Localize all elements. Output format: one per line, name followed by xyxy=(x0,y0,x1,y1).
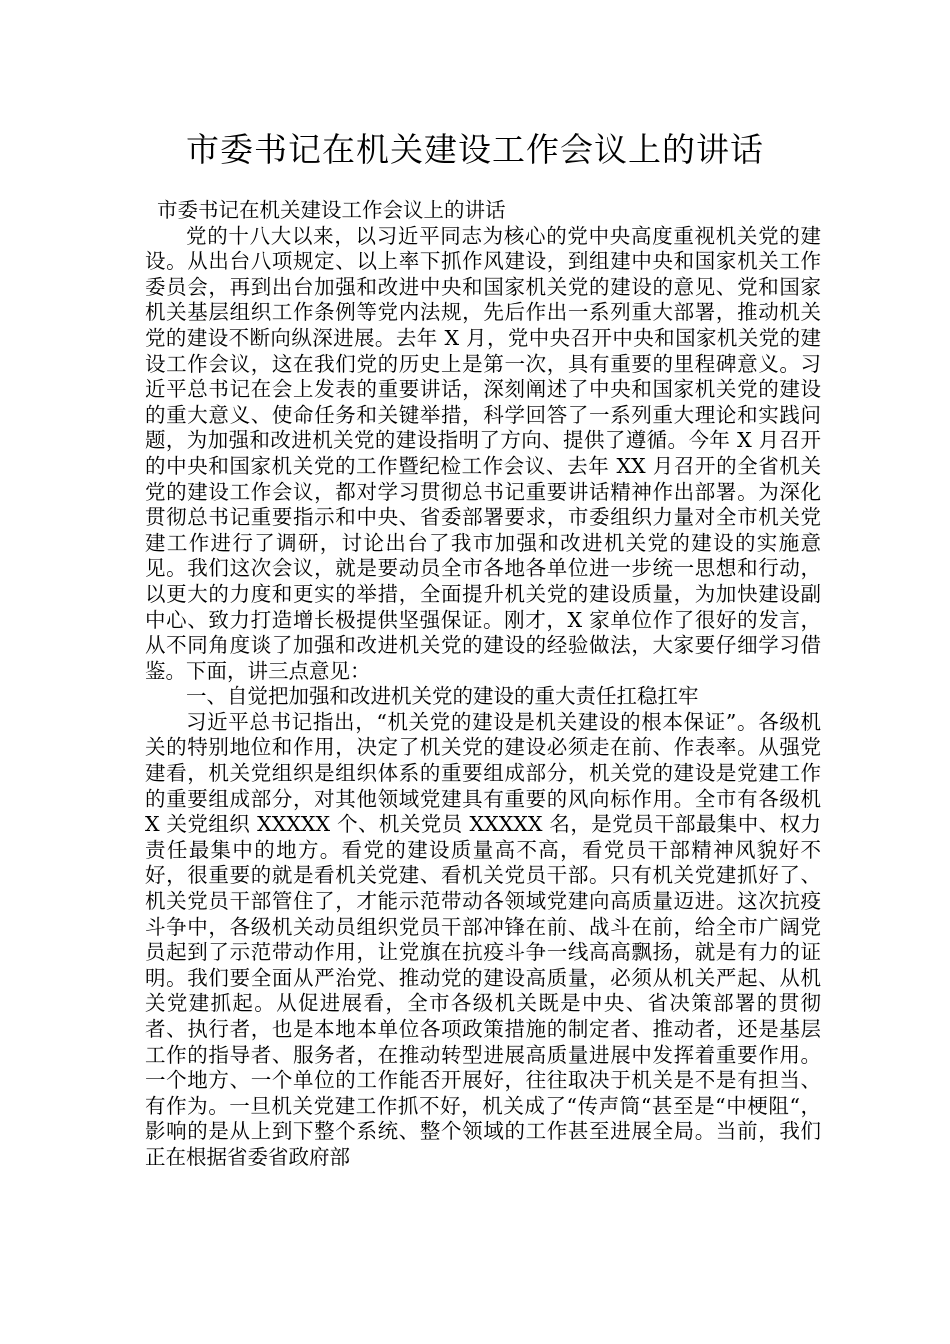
document-title: 市委书记在机关建设工作会议上的讲话 xyxy=(186,130,764,169)
document-body xyxy=(145,198,821,1171)
document-subtitle: 市委书记在机关建设工作会议上的讲话 xyxy=(157,198,506,222)
body-paragraph-intro: 党的十八大以来，以习近平同志为核心的党中央高度重视机关党的建设。从出台八项规定、以上率下抓作风建设，到组建中央和国家机关工作委员会，再到出台加强和改进中央和国家机关党的建设的意见、党和国家机关基层组织工作条例等党内法规，先后作出一系列重大部署，推动机关党的建设不断向纵深进展。去年 X 月，党中央召开中央和国家机关党的建设工作会议，这在我们党的历史上是第一次，具有重要的里程碑意义。习近平总书记在会上发表的重要讲话，深刻阐述了中央和国家机关党的建设的重大意义、使命任务和关键举措，科学回答了一系列重大理论和实践问题，为加强和改进机关党的建设指明了方向、提供了遵循。今年 X 月召开的中央和国家机关党的工作暨纪检工作会议、去年 XX 月召开的全省机关党的建设工作会议，都对学习贯彻总书记重要讲话精神作出部署。为深化贯彻总书记重要指示和中央、省委部署要求，市委组织力量对全市机关党建工作进行了调研，讨论出台了我市加强和改进机关党的建设的实施意见。我们这次会议，就是要动员全市各地各单位进一步统一思想和行动，以更大的力度和更实的举措，全面提升机关党的建设质量，为加快建设副中心、致力打造增长极提供坚强保证。刚才，X 家单位作了很好的发言，从不同角度谈了加强和改进机关党的建设的经验做法，大家要仔细学习借鉴。下面，讲三点意见： xyxy=(145,223,821,683)
section-heading-1: 一、自觉把加强和改进机关党的建设的重大责任扛稳扛牢 xyxy=(186,684,699,709)
body-paragraph-section-1: 习近平总书记指出，“机关党的建设是机关建设的根本保证”。各级机关的特别地位和作用，决定了机关党的建设必须走在前、作表率。从强党建看，机关党组织是组织体系的重要组成部分，机关党的建设是党建工作的重要组成部分，对其他领域党建具有重要的风向标作用。全市有各级机 X 关党组织 XXXXX 个、机关党员 XXXXX 名，是党员干部最集中、权力责任最集中的地方。看党的建设质量高不高，看党员干部精神风貌好不好，很重要的就是看机关党建、看机关党员干部。只有机关党建抓好了、机关党员干部管住了，才能示范带动各领域党建向高质量迈进。这次抗疫斗争中，各级机关动员组织党员干部冲锋在前、战斗在前，给全市广阔党员起到了示范带动作用，让党旗在抗疫斗争一线高高飘扬，就是有力的证明。我们要全面从严治党、推动党的建设高质量，必须从机关严起、从机关党建抓起。从促进展看，全市各级机关既是中央、省决策部署的贯彻者、执行者，也是本地本单位各项政策措施的制定者、推动者，还是基层工作的指导者、服务者，在推动转型进展高质量进展中发挥着重要作用。一个地方、一个单位的工作能否开展好，往往取决于机关是不是有担当、有作为。一旦机关党建工作抓不好，机关成了“传声筒“甚至是“中梗阻“，影响的是从上到下整个系统、整个领域的工作甚至进展全局。当前，我们正在根据省委省政府部 xyxy=(145,709,821,1169)
